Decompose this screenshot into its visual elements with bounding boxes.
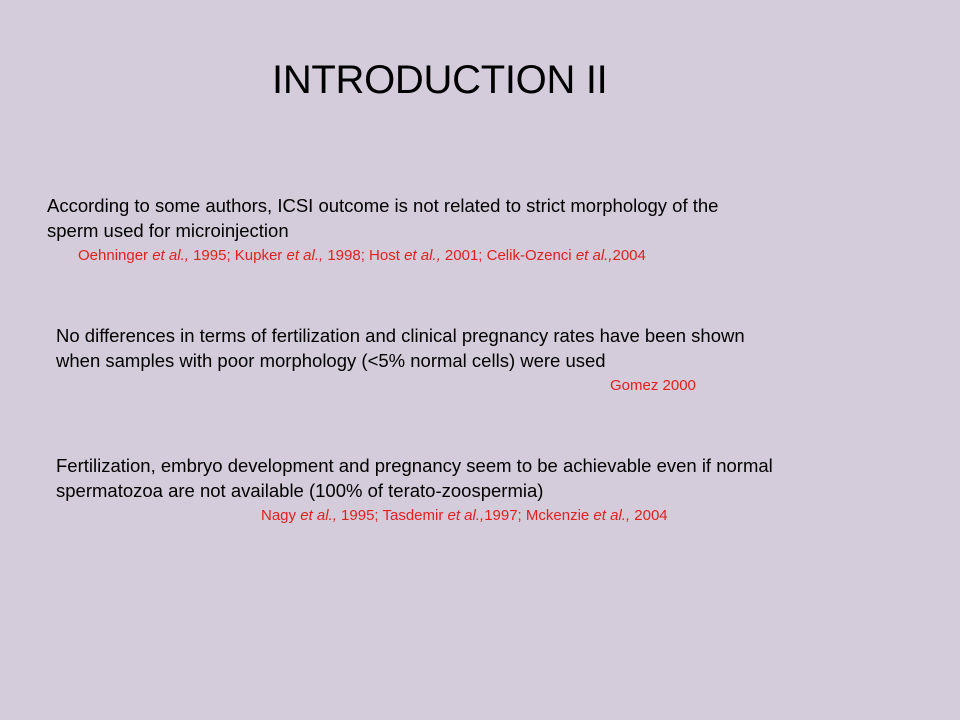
- paragraph-fertilization: [56, 453, 773, 527]
- reference-segment: Oehninger: [78, 247, 153, 264]
- reference-segment: 2004: [612, 247, 646, 264]
- reference-segment: 1998; Host: [323, 247, 405, 264]
- reference-segment: et al.,: [593, 507, 631, 524]
- paragraph-line: when samples with poor morphology (<5% normal cells) were used: [56, 350, 606, 371]
- paragraph-no-differences: [56, 323, 745, 397]
- paragraph-line: According to some authors, ICSI outcome is not related to strict morphology of the: [47, 195, 719, 216]
- reference-segment: 2004: [630, 507, 668, 524]
- paragraph-icsi-outcome: [47, 193, 718, 267]
- reference-segment: et al.,: [152, 247, 189, 264]
- reference-segment: et al.,: [447, 507, 485, 524]
- reference-segment: 1995; Tasdemir: [336, 507, 448, 524]
- paragraph-line: Fertilization, embryo development and pregnancy seem to be achievable even if normal: [56, 455, 773, 476]
- reference-segment: 2001; Celik-Ozenci: [440, 247, 576, 264]
- reference-citation: [261, 505, 773, 527]
- reference-segment: et al.,: [286, 247, 324, 264]
- reference-segment: et al.,: [300, 507, 337, 524]
- paragraph-line: sperm used for microinjection: [47, 220, 289, 241]
- reference-segment: Gomez 2000: [610, 377, 696, 394]
- reference-segment: 1997; Mckenzie: [484, 507, 594, 524]
- reference-citation: [78, 245, 718, 267]
- reference-segment: et al.,: [575, 247, 613, 264]
- paragraph-line: No differences in terms of fertilization and clinical pregnancy rates have been shown: [56, 325, 745, 346]
- reference-segment: Nagy: [261, 507, 301, 524]
- reference-segment: et al.,: [404, 247, 441, 264]
- slide-title: INTRODUCTION II: [272, 58, 608, 102]
- reference-segment: 1995; Kupker: [188, 247, 287, 264]
- reference-citation: [610, 375, 745, 397]
- paragraph-line: spermatozoa are not available (100% of terato-zoospermia): [56, 480, 544, 501]
